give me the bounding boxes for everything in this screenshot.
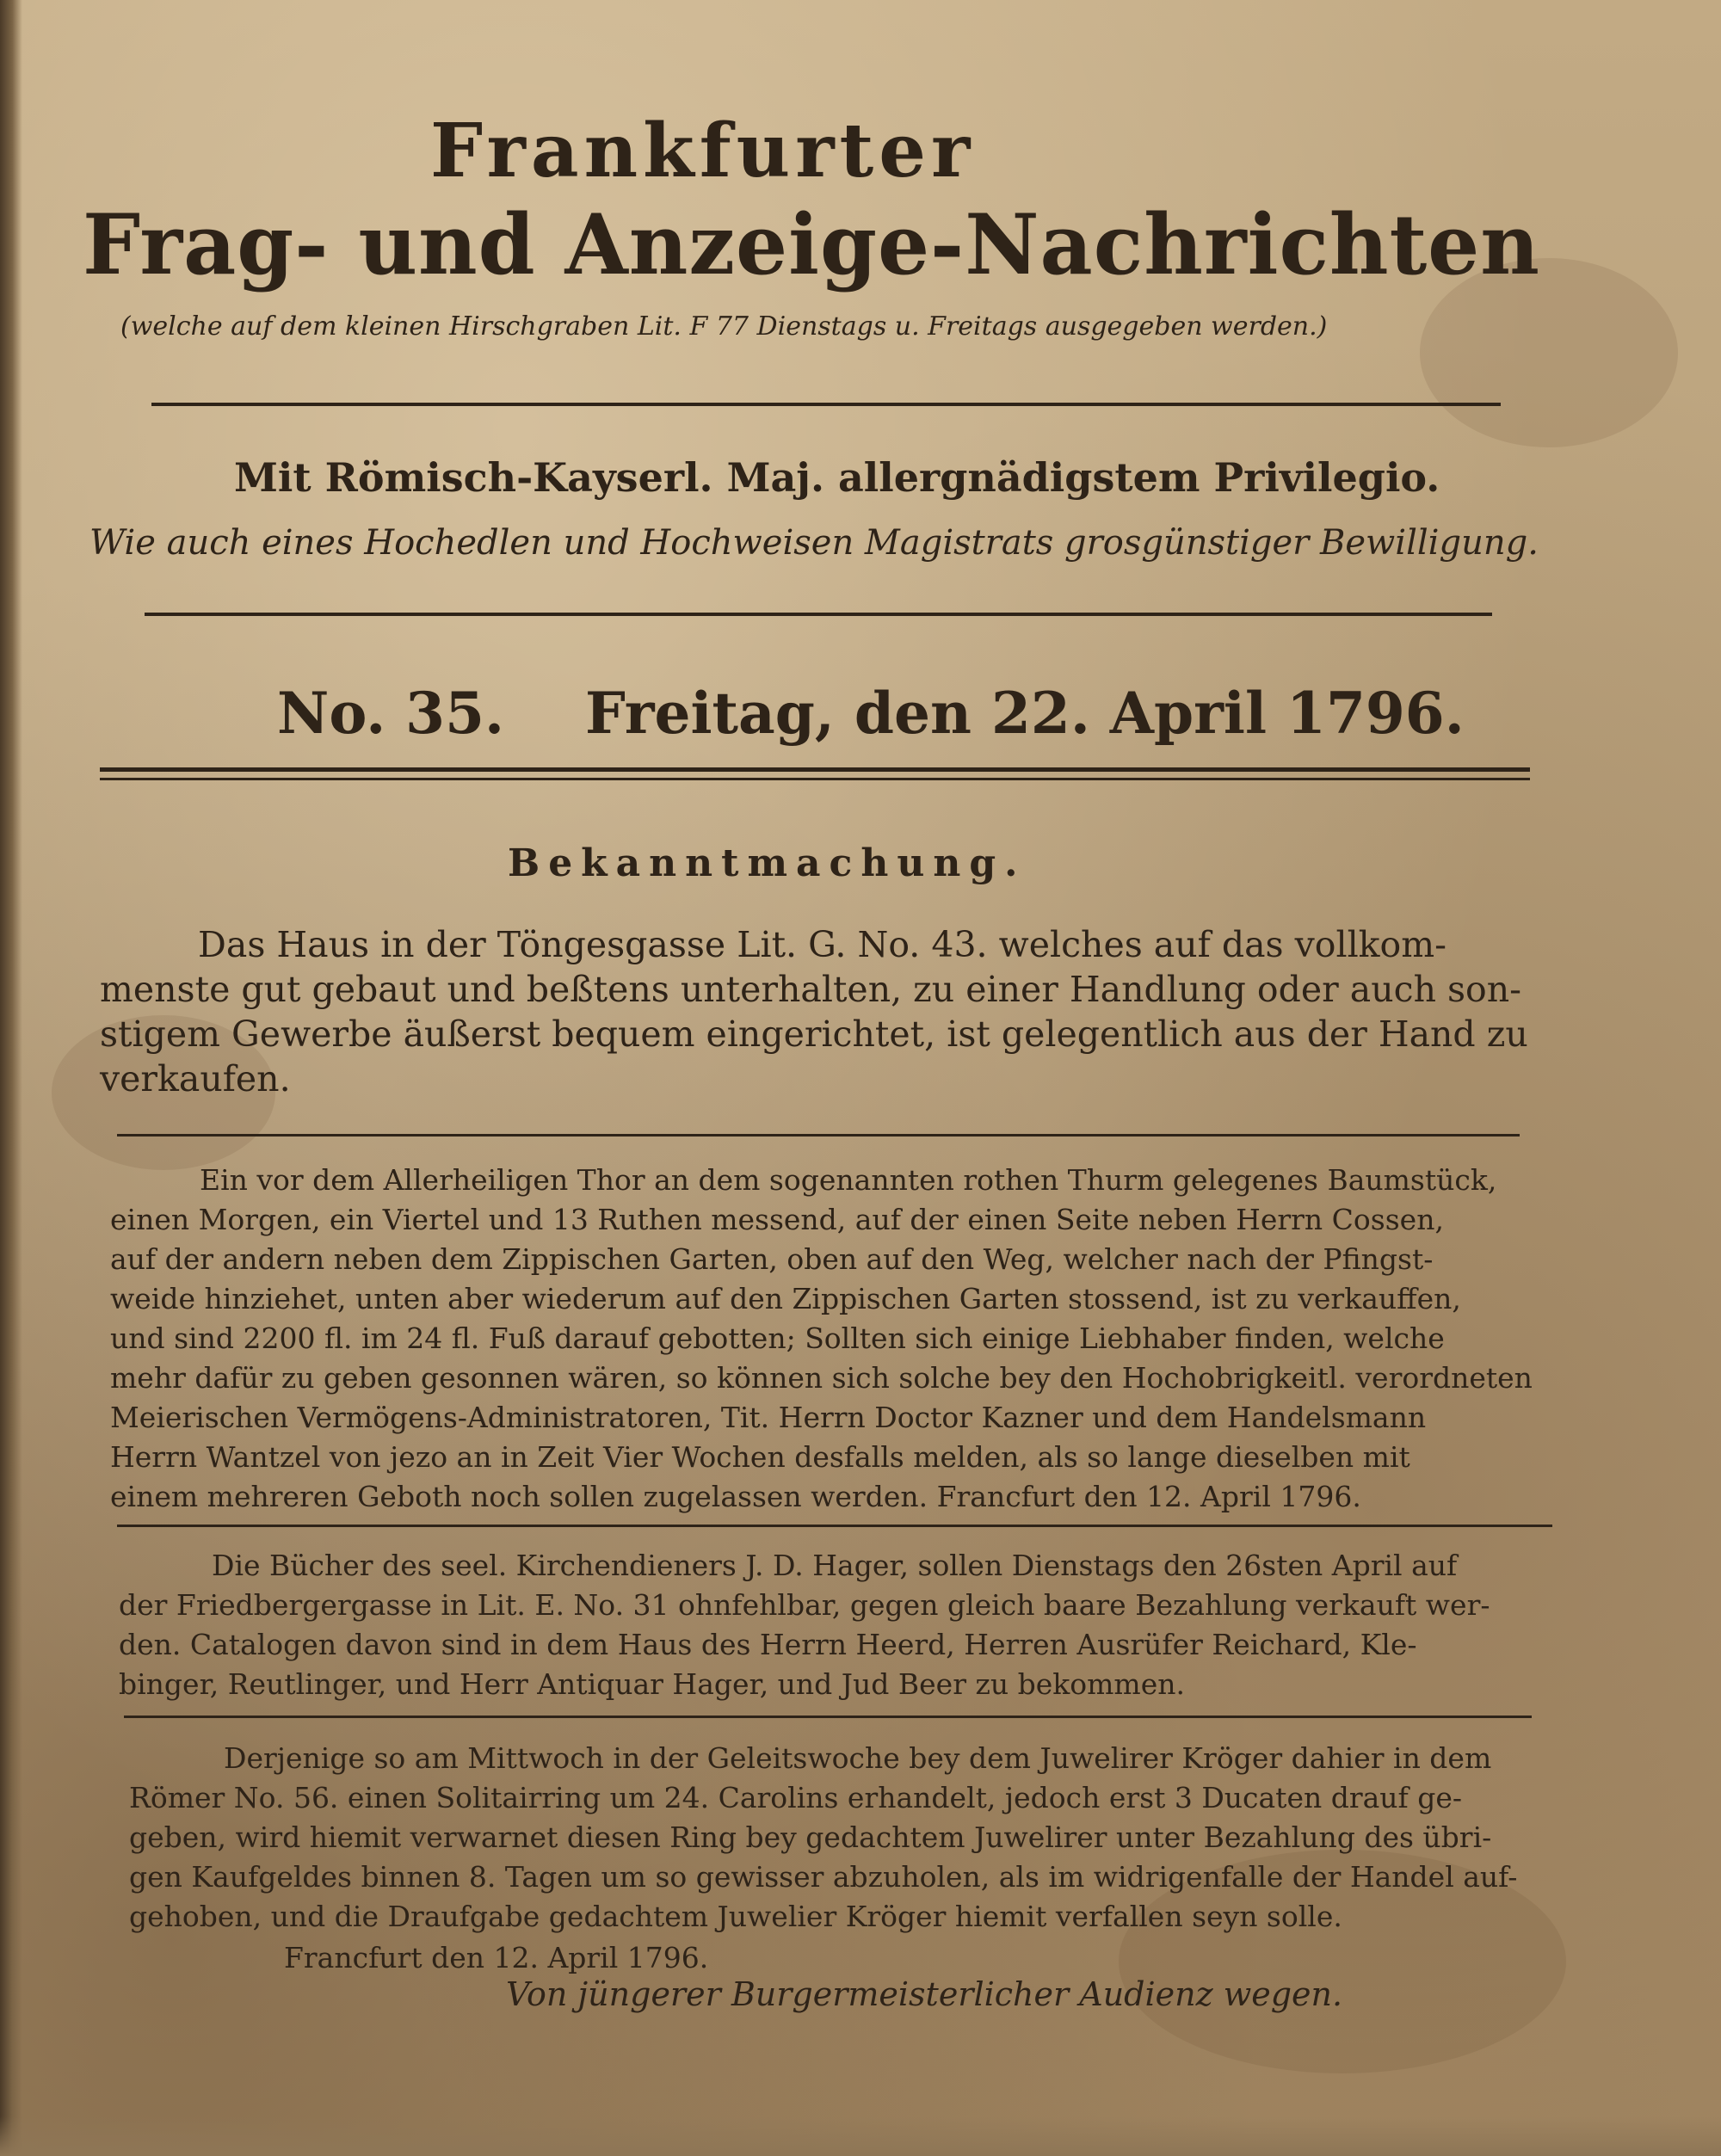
notice-line: menste gut gebaut und beßtens unterhalten, zu einer Handlung oder auch son-	[100, 969, 1521, 1010]
notice-line: binger, Reutlinger, und Herr Antiquar Hager, und Jud Beer zu bekommen.	[119, 1667, 1185, 1701]
issue-date: Freitag, den 22. April 1796.	[585, 680, 1465, 747]
newspaper-subtitle: Frag- und Anzeige-Nachrichten	[83, 196, 1540, 293]
newspaper-title: Frankfurter	[430, 108, 976, 194]
notice-line: Ein vor dem Allerheiligen Thor an dem sogenannten rothen Thurm gelegenes Baumstück,	[200, 1163, 1497, 1197]
notice-line: einem mehreren Geboth noch sollen zugelassen werden. Francfurt den 12. April 1796.	[110, 1480, 1361, 1513]
issuing-note: (welche auf dem kleinen Hirschgraben Lit. F 77 Dienstags u. Freitags ausgegeben werden.)	[120, 311, 1328, 342]
notice-line: Die Bücher des seel. Kirchendieners J. D. Hager, sollen Dienstags den 26sten April auf	[212, 1549, 1458, 1582]
notice-line: und sind 2200 fl. im 24 fl. Fuß darauf gebotten; Sollten sich einige Liebhaber finden, welche	[110, 1321, 1445, 1355]
notice-line: Derjenige so am Mittwoch in der Geleitswoche bey dem Juwelirer Kröger dahier in dem	[224, 1741, 1492, 1775]
notice-line: den. Catalogen davon sind in dem Haus des Herrn Heerd, Herren Ausrüfer Reichard, Kle-	[119, 1628, 1417, 1661]
notice-line: einen Morgen, ein Viertel und 13 Ruthen messend, auf der einen Seite neben Herrn Cossen,	[110, 1203, 1444, 1236]
notice-rule	[117, 1525, 1552, 1527]
issue-number: No. 35.	[277, 680, 504, 747]
notice-line: Das Haus in der Töngesgasse Lit. G. No. 43. welches auf das vollkom-	[198, 924, 1447, 965]
notice-line: gen Kaufgeldes binnen 8. Tagen um so gewisser abzuholen, als im widrigenfalle der Handel auf-	[129, 1860, 1518, 1894]
notice-line: geben, wird hiemit verwarnet diesen Ring bey gedachtem Juwelirer unter Bezahlung des übri-	[129, 1820, 1492, 1854]
notice-line: der Friedbergergasse in Lit. E. No. 31 ohnfehlbar, gegen gleich baare Bezahlung verkauft wer-	[119, 1588, 1490, 1622]
notice-line: Römer No. 56. einen Solitairring um 24. Carolins erhandelt, jedoch erst 3 Ducaten drauf ge-	[129, 1781, 1463, 1814]
notice-line: stigem Gewerbe äußerst bequem eingerichtet, ist gelegentlich aus der Hand zu	[100, 1013, 1528, 1055]
page-bottom-shadow	[0, 2116, 1721, 2156]
announcement-heading: Bekanntmachung.	[508, 841, 1027, 885]
notice-line: verkaufen.	[100, 1058, 291, 1100]
ring-authority: Von jüngerer Burgermeisterlicher Audienz wegen.	[506, 1975, 1343, 2013]
privilege-rule	[145, 613, 1492, 616]
notice-line: Meierischen Vermögens-Administratoren, Tit. Herrn Doctor Kazner und dem Handelsmann	[110, 1401, 1427, 1434]
issue-rule-bottom	[100, 778, 1530, 780]
notice-rule	[124, 1716, 1532, 1718]
notice-line: auf der andern neben dem Zippischen Garten, oben auf den Weg, welcher nach der Pfingst-	[110, 1242, 1434, 1276]
issue-rule-top	[100, 767, 1530, 772]
ring-dateline: Francfurt den 12. April 1796.	[284, 1941, 709, 1974]
notice-rule	[117, 1134, 1520, 1137]
notice-line: weide hinziehet, unten aber wiederum auf den Zippischen Garten stossend, ist zu verkauffen,	[110, 1282, 1461, 1315]
magistrate-line: Wie auch eines Hochedlen und Hochweisen Magistrats grosgünstiger Bewilligung.	[89, 523, 1539, 563]
page-binding-edge	[0, 0, 22, 2156]
notice-line: gehoben, und die Draufgabe gedachtem Juwelier Kröger hiemit verfallen seyn solle.	[129, 1900, 1342, 1933]
notice-line: mehr dafür zu geben gesonnen wären, so können sich solche bey den Hochobrigkeitl. verordneten	[110, 1361, 1533, 1395]
masthead-rule	[151, 403, 1501, 406]
notice-line: Herrn Wantzel von jezo an in Zeit Vier Wochen desfalls melden, als so lange dieselben mit	[110, 1440, 1410, 1474]
privilege-line: Mit Römisch-Kayserl. Maj. allergnädigstem Privilegio.	[234, 454, 1440, 501]
